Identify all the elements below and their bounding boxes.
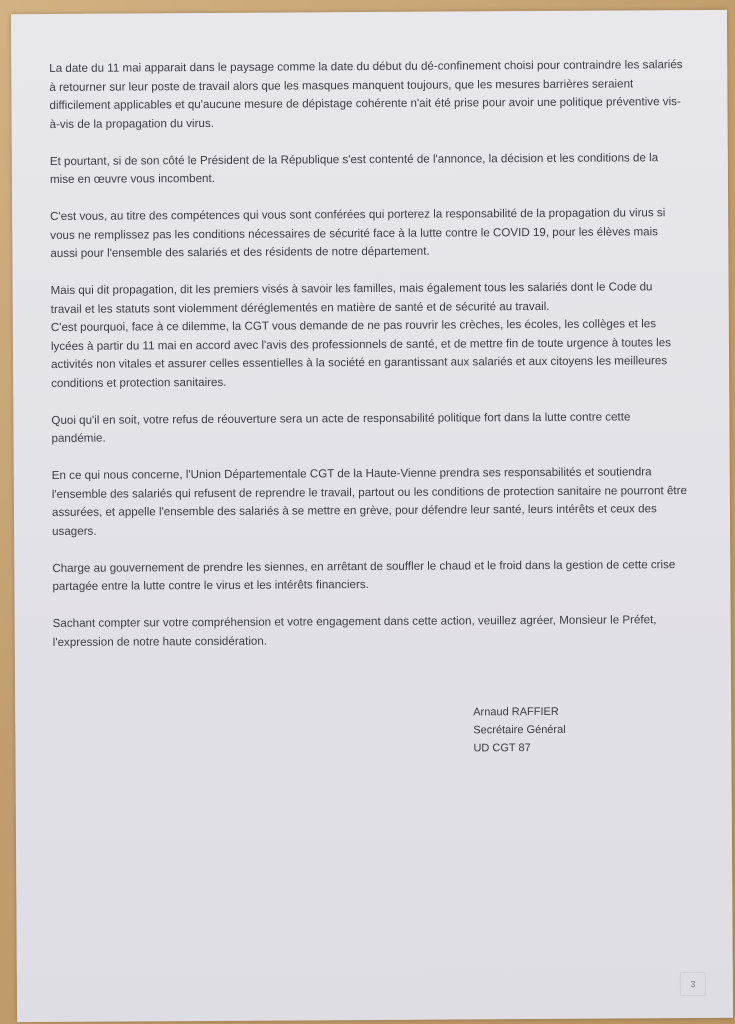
signature-block [473,703,566,758]
paragraph-1: La date du 11 mai apparait dans le paysage comme la date du début du dé-confinement choisi pour contraindre les salariés à retourner sur leur poste de travail alors que les masques manquent toujours, que les mesures barrières seraient difficilement applicables et qu'aucune mesure de dépistage cohérente n'ait été prise pour avoir une politique préventive vis-à-vis de la propagation du virus. [49,58,683,131]
page-number: 3 [680,972,706,996]
signatory-title: Secrétaire Général [473,723,566,737]
letter-body [49,56,689,670]
paragraph-7: Charge au gouvernement de prendre les siennes, en arrêtant de souffler le chaud et le froid dans la gestion de cette crise partagée entre la lutte contre le virus et les intérêts financiers. [52,557,676,593]
paragraph-4: Mais qui dit propagation, dit les premiers visés à savoir les familles, mais également tous les salariés dont le Code du travail et les statuts sont violemment déréglementés en matière de santé et de sécurité au travail. C'est pourquoi, face à ce dilemme, la CGT vous demande de ne pas rouvrir les crèches, les écoles, les collèges et les lycées à partir du 11 mai en accord avec l'avis des professionnels de santé, et de mettre fin de toute urgence à toutes les activités non vitales et assurer celles essentielles à la société en garantissant aux salariés et aux citoyens les meilleures conditions et protection sanitaires. [50,280,672,390]
paragraph-6: En ce qui nous concerne, l'Union Départementale CGT de la Haute-Vienne prendra ses responsabilités et soutiendra l'ensemble des salariés qui refusent de reprendre le travail, partout ou les conditions de protection sanitaire ne pourront être assurées, et appelle l'ensemble des salariés à se mettre en grève, pour défendre leur santé, leurs intérêts et ceux des usagers. [51,465,687,538]
signatory-name: Arnaud RAFFIER [473,705,559,719]
paragraph-8: Sachant compter sur votre compréhension et votre engagement dans cette action, veuillez agréer, Monsieur le Préfet, l'expression de notre haute considération. [52,613,657,649]
paragraph-3: C'est vous, au titre des compétences qui vous sont conférées qui porterez la responsabilité de la propagation du virus si vous ne remplissez pas les conditions nécessaires de sécurité face à la lutte contre le COVID 19, pour les élèves mais aussi pour l'ensemble des salariés et des résidents de notre département. [50,206,666,260]
paragraph-5: Quoi qu'il en soit, votre refus de réouverture sera un acte de responsabilité politique fort dans la lutte contre cette pandémie. [51,409,631,445]
paragraph-2: Et pourtant, si de son côté le Président de la République s'est contenté de l'annonce, la décision et les conditions de la mise en œuvre vous incombent. [49,150,659,186]
letter-page [11,10,733,1022]
signatory-organization: UD CGT 87 [473,742,531,755]
